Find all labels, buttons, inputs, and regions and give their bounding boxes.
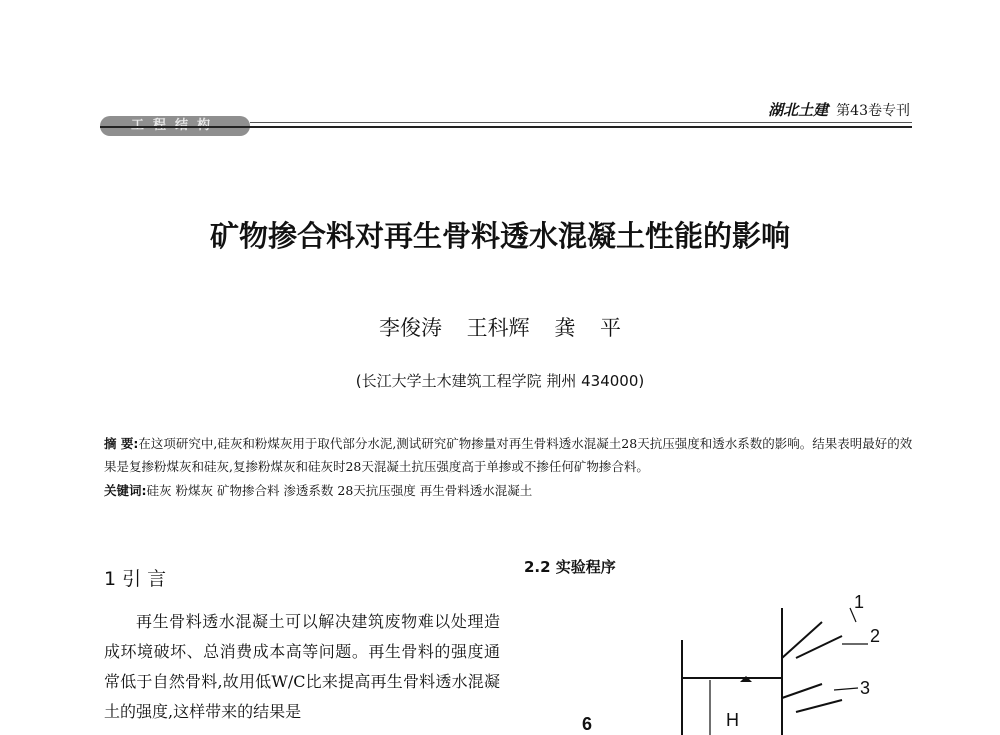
journal-header [768, 99, 910, 120]
keywords [104, 481, 916, 499]
paper-title: 矿物掺合料对再生骨料透水混凝土性能的影响 [209, 219, 790, 253]
figure-label-6: 6 [582, 714, 593, 734]
paper-authors: 李俊涛 王科辉 龚 平 [378, 316, 622, 340]
keywords-text: 硅灰 粉煤灰 矿物掺合料 渗透系数 28天抗压强度 再生骨料透水混凝土 [146, 483, 533, 498]
figure-label-1: 1 [854, 592, 865, 612]
keywords-label: 关键词: [104, 483, 147, 498]
figure-outlet-lower [796, 700, 842, 712]
figure-label-2: 2 [870, 626, 881, 646]
section-1-heading: 1 引 言 [104, 568, 167, 590]
figure-label-3: 3 [860, 678, 871, 698]
section-1-body [104, 607, 500, 727]
section-1-paragraph: 再生骨料透水混凝土可以解决建筑废物难以处理造成环境破坏、总消费成本高等问题。再生骨料的强度通常低于自然骨料,故用低W/C比来提高再生骨料透水混凝土的强度,这样带来的结果是 [104, 612, 500, 721]
figure-label-h: H [726, 710, 739, 730]
volume-info: 第43卷专刊 [836, 103, 910, 119]
abstract [104, 432, 916, 478]
header-rule-thin [250, 122, 912, 123]
abstract-label: 摘 要: [104, 436, 139, 451]
figure-pipe-upper [782, 622, 822, 658]
journal-name: 湖北土建 [768, 101, 829, 119]
section-2-2-heading: 2.2 实验程序 [524, 558, 616, 576]
apparatus-figure [560, 588, 920, 735]
header-rule [100, 126, 912, 128]
figure-leader-3 [834, 688, 858, 690]
abstract-text: 在这项研究中,硅灰和粉煤灰用于取代部分水泥,测试研究矿物掺量对再生骨料透水混凝土28天抗压强度和透水系数的影响。结果表明最好的效果是复掺粉煤灰和硅灰,复掺粉煤灰和硅灰时28天混凝土抗压强度高于单掺或不掺任何矿物掺合料。 [104, 436, 913, 474]
paper-affiliation: (长江大学土木建筑工程学院 荆州 434000) [355, 372, 645, 390]
figure-outlet-upper [782, 684, 822, 698]
